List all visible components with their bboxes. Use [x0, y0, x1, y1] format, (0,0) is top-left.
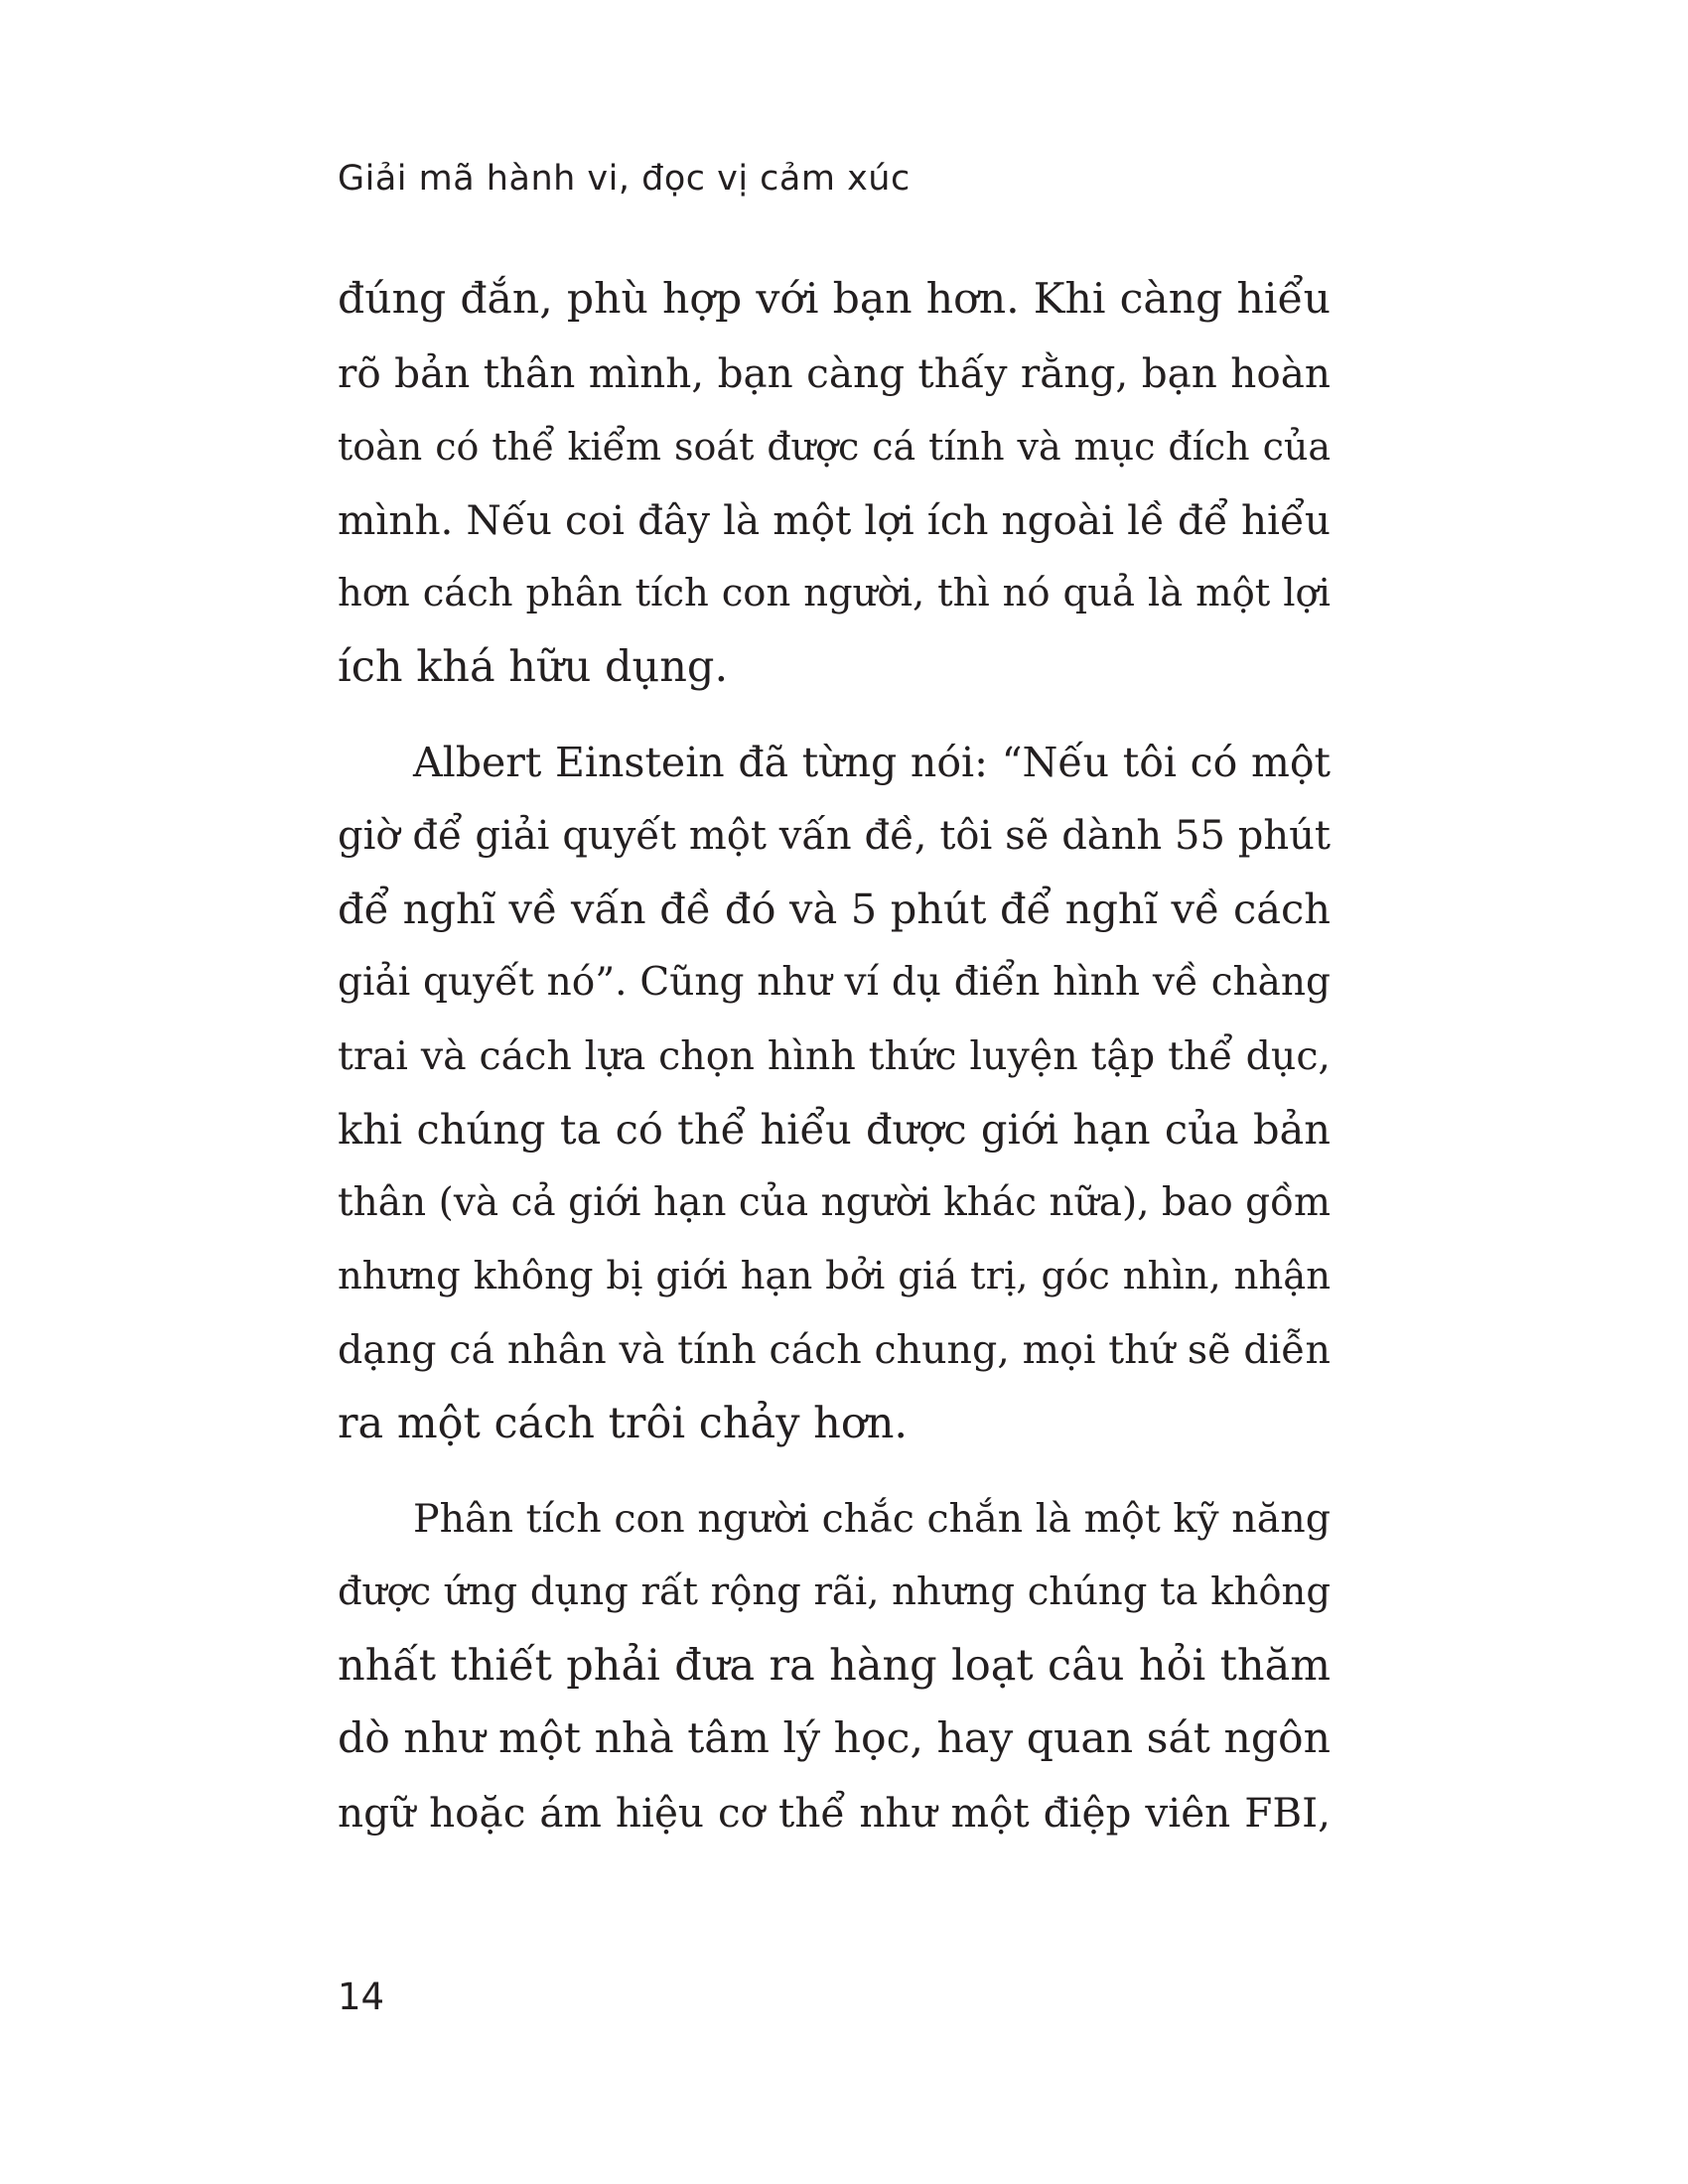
text-line: giờ để giải quyết một vấn đề, tôi sẽ dành 55 phút	[338, 813, 1331, 859]
text-line: thân (và cả giới hạn của người khác nữa), bao gồm	[338, 1180, 1331, 1225]
text-line: Albert Einstein đã từng nói: “Nếu tôi có một	[413, 739, 1331, 786]
running-header: Giải mã hành vi, đọc vị cảm xúc	[338, 159, 911, 199]
text-line: hơn cách phân tích con người, thì nó quả là một lợi	[338, 571, 1331, 615]
text-line: toàn có thể kiểm soát được cá tính và mục đích của	[338, 425, 1331, 469]
text-line: ngữ hoặc ám hiệu cơ thể như một điệp viên FBI,	[338, 1789, 1331, 1837]
text-line: ích khá hữu dụng.	[338, 642, 729, 692]
page-number: 14	[338, 1976, 385, 2018]
text-line: được ứng dụng rất rộng rãi, nhưng chúng ta không	[338, 1570, 1331, 1614]
paragraph-1	[338, 263, 1331, 704]
text-line: dò như một nhà tâm lý học, hay quan sát ngôn	[338, 1714, 1331, 1763]
body-text	[338, 263, 1331, 1849]
text-line: đúng đắn, phù hợp với bạn hơn. Khi càng hiểu	[338, 275, 1331, 324]
text-line: nhưng không bị giới hạn bởi giá trị, góc nhìn, nhận	[338, 1254, 1331, 1298]
text-line: Phân tích con người chắc chắn là một kỹ năng	[413, 1496, 1331, 1542]
text-line: rõ bản thân mình, bạn càng thấy rằng, bạn hoàn	[338, 349, 1331, 397]
text-line: nhất thiết phải đưa ra hàng loạt câu hỏi thăm	[338, 1641, 1331, 1691]
text-line: để nghĩ về vấn đề đó và 5 phút để nghĩ về cách	[338, 885, 1331, 933]
text-line: ra một cách trôi chảy hơn.	[338, 1399, 909, 1448]
text-line: dạng cá nhân và tính cách chung, mọi thứ sẽ diễn	[338, 1327, 1331, 1373]
text-line: giải quyết nó”. Cũng như ví dụ điển hình về chàng	[338, 960, 1331, 1005]
paragraph-2	[338, 726, 1331, 1460]
paragraph-3	[338, 1482, 1331, 1849]
text-line: trai và cách lựa chọn hình thức luyện tập thể dục,	[338, 1033, 1331, 1079]
text-line: mình. Nếu coi đây là một lợi ích ngoài lề để hiểu	[338, 496, 1331, 544]
text-line: khi chúng ta có thể hiểu được giới hạn của bản	[338, 1105, 1331, 1154]
